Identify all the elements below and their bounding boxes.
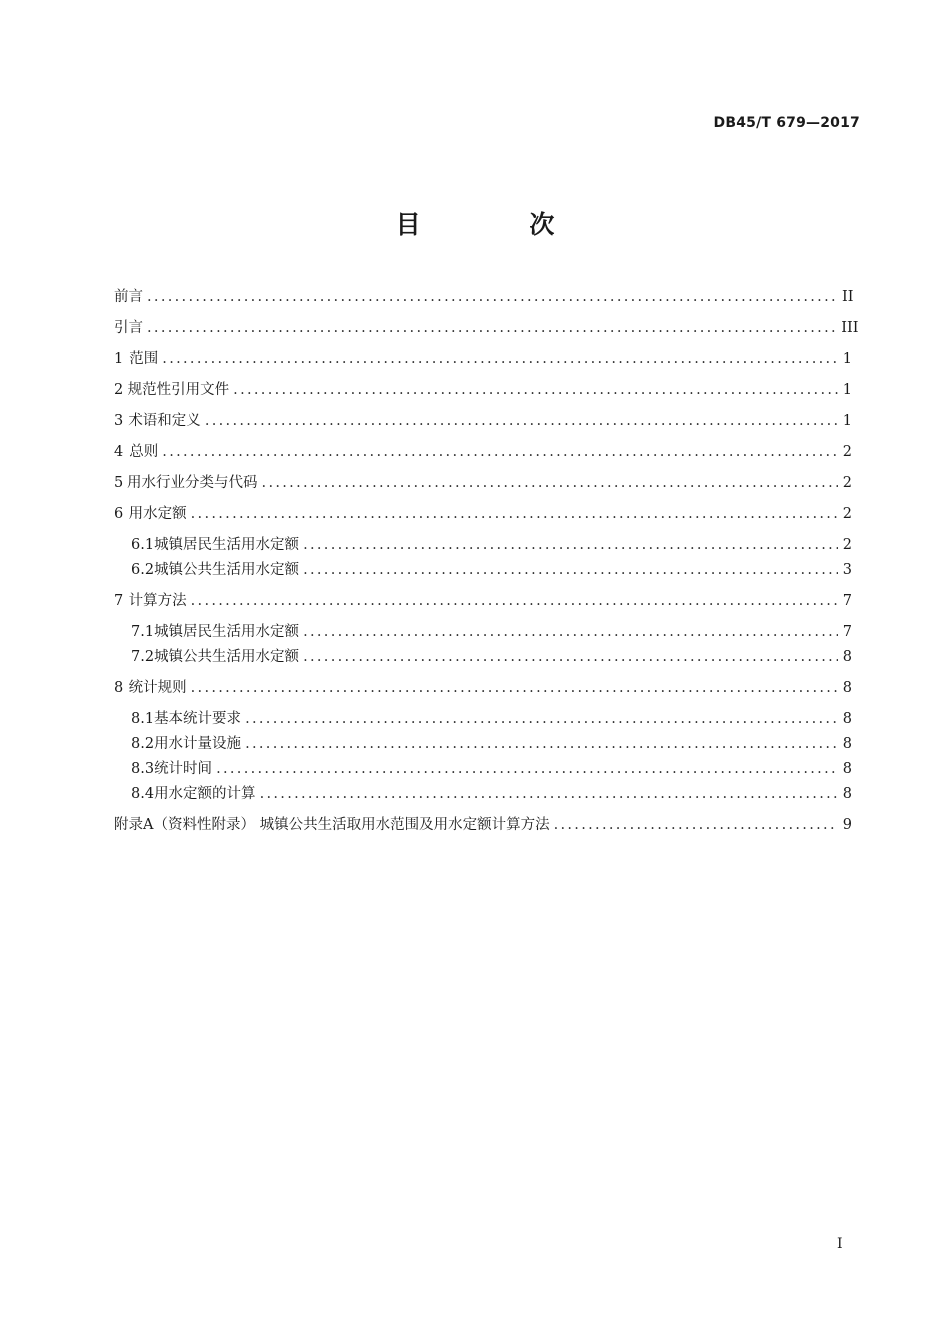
toc-entry[interactable]: [114, 285, 852, 316]
toc-entry-page: 1: [842, 413, 852, 429]
toc-entry-label: 统计规则: [128, 680, 187, 696]
toc-entry[interactable]: [114, 645, 852, 670]
toc-entry[interactable]: [114, 707, 852, 732]
toc-entry-page: 2: [842, 506, 852, 522]
toc-entry-label: 前言: [114, 289, 143, 305]
toc-entry-label: 用水计量设施: [154, 736, 242, 752]
toc-entry-number: 3: [114, 413, 124, 429]
toc-entry-number: 2: [114, 382, 124, 398]
toc-leader-dots: [191, 676, 838, 700]
toc-leader-dots: [554, 813, 838, 837]
toc-entry-page: 2: [842, 444, 852, 460]
toc-entry[interactable]: [114, 316, 859, 347]
toc-entry-number: 5: [114, 475, 124, 491]
toc-entry[interactable]: [114, 813, 852, 844]
toc-entry-page: 2: [842, 475, 852, 491]
toc-entry-label: 用水定额的计算: [154, 786, 256, 802]
toc-entry-page: 8: [842, 649, 852, 665]
toc-leader-dots: [191, 589, 838, 613]
toc-entry-label: 附录A（资料性附录） 城镇公共生活取用水范围及用水定额计算方法: [114, 817, 550, 833]
toc-entry-label: 城镇公共生活用水定额: [154, 649, 300, 665]
toc-entry[interactable]: [114, 589, 852, 620]
toc-entry-number: 4: [114, 444, 124, 460]
toc-entry[interactable]: [114, 782, 852, 807]
toc-leader-dots: [303, 645, 838, 669]
toc-entry-number: 7: [114, 593, 124, 609]
toc-entry-page: 1: [842, 351, 852, 367]
toc-leader-dots: [303, 620, 838, 644]
toc-entry-number: 6.2: [131, 562, 155, 578]
toc-entry[interactable]: [114, 378, 852, 409]
toc-entry-number: 8: [114, 680, 124, 696]
toc-leader-dots: [262, 471, 838, 495]
toc-entry-page: II: [842, 289, 854, 305]
toc-entry-label: 规范性引用文件: [127, 382, 230, 398]
toc-entry-label: 用水定额: [128, 506, 187, 522]
toc-entry-label: 计算方法: [128, 593, 187, 609]
toc-entry-page: 9: [842, 817, 852, 833]
toc-leader-dots: [162, 347, 838, 371]
toc-leader-dots: [205, 409, 838, 433]
toc-entry-page: 8: [842, 786, 852, 802]
toc-entry-page: 1: [842, 382, 852, 398]
toc-entry-number: 7.2: [131, 649, 155, 665]
toc-entry-label: 统计时间: [154, 761, 213, 777]
toc-entry-label: 术语和定义: [128, 413, 201, 429]
toc-entry-number: 6: [114, 506, 124, 522]
toc-leader-dots: [245, 707, 838, 731]
toc-entry-number: 8.2: [131, 736, 155, 752]
toc-leader-dots: [245, 732, 838, 756]
toc-entry-label: 基本统计要求: [154, 711, 242, 727]
toc-entry-number: 8.3: [131, 761, 155, 777]
toc-entry-label: 城镇居民生活用水定额: [154, 537, 300, 553]
toc-entry-label: 范围: [129, 351, 159, 367]
toc-entry[interactable]: [114, 502, 852, 533]
toc-title: 目 次: [395, 210, 605, 239]
toc-entry-page: 2: [842, 537, 852, 553]
standard-code: DB45/T 679—2017: [713, 115, 860, 131]
toc-entry[interactable]: [114, 732, 852, 757]
toc-entry-page: 7: [842, 624, 852, 640]
toc-entry[interactable]: [114, 533, 852, 558]
toc-entry-page: 8: [842, 736, 852, 752]
toc-entry[interactable]: [114, 347, 852, 378]
toc-entry-page: 8: [842, 711, 852, 727]
toc-entry[interactable]: [114, 409, 852, 440]
toc-leader-dots: [162, 440, 838, 464]
toc-leader-dots: [147, 285, 838, 309]
toc-entry[interactable]: [114, 558, 852, 583]
toc-leader-dots: [233, 378, 838, 402]
toc-entry-number: 8.1: [131, 711, 155, 727]
toc-entry-label: 城镇居民生活用水定额: [154, 624, 300, 640]
table-of-contents: [114, 285, 859, 844]
toc-entry-page: 3: [842, 562, 852, 578]
toc-leader-dots: [303, 558, 838, 582]
toc-entry-page: 8: [842, 680, 852, 696]
toc-entry-page: 7: [842, 593, 852, 609]
toc-entry-label: 城镇公共生活用水定额: [154, 562, 300, 578]
toc-entry-label: 总则: [129, 444, 159, 460]
toc-entry-label: 引言: [114, 320, 143, 336]
toc-entry-page: 8: [842, 761, 852, 777]
toc-leader-dots: [191, 502, 838, 526]
toc-leader-dots: [147, 316, 837, 340]
toc-leader-dots: [260, 782, 838, 806]
toc-entry-number: 1: [114, 351, 124, 367]
toc-entry-page: III: [841, 320, 859, 336]
toc-entry-number: 7.1: [131, 624, 155, 640]
toc-leader-dots: [303, 533, 838, 557]
toc-entry[interactable]: [114, 620, 852, 645]
toc-entry[interactable]: [114, 757, 852, 782]
toc-entry[interactable]: [114, 471, 852, 502]
toc-entry[interactable]: [114, 676, 852, 707]
page-number: I: [837, 1236, 843, 1252]
toc-entry[interactable]: [114, 440, 852, 471]
toc-entry-number: 6.1: [131, 537, 155, 553]
toc-entry-label: 用水行业分类与代码: [127, 475, 258, 491]
toc-entry-number: 8.4: [131, 786, 155, 802]
toc-leader-dots: [216, 757, 838, 781]
